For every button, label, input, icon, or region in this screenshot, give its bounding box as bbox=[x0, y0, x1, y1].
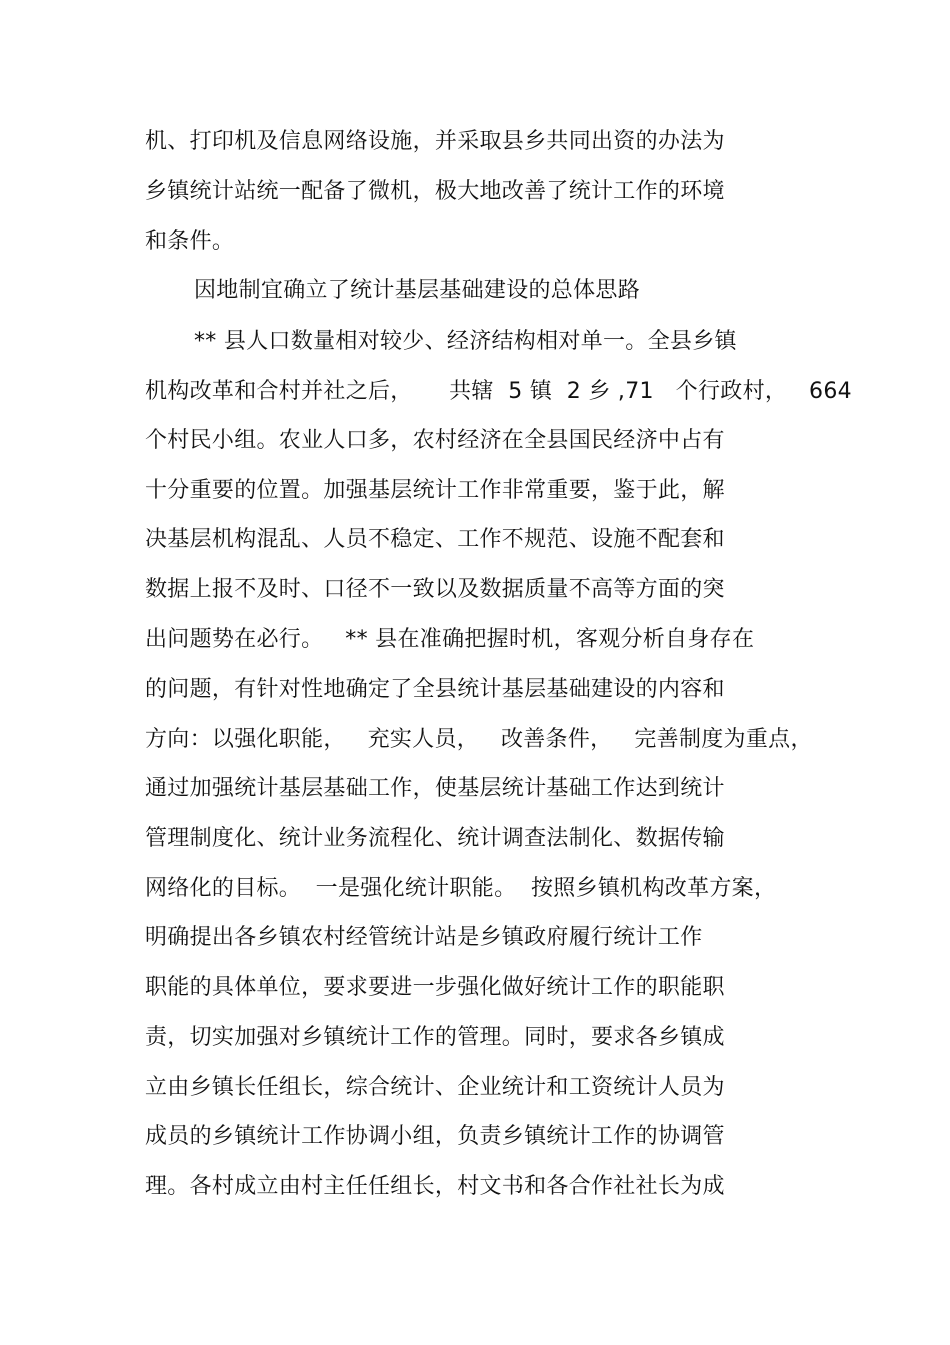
text-line: 十分重要的位置。加强基层统计工作非常重要，鉴于此，解 bbox=[145, 478, 725, 503]
text-line: 管理制度化、统计业务流程化、统计调查法制化、数据传输 bbox=[145, 826, 725, 851]
text-line: 成员的乡镇统计工作协调小组，负责乡镇统计工作的协调管 bbox=[145, 1124, 725, 1149]
text-line: 数据上报不及时、口径不一致以及数据质量不高等方面的突 bbox=[145, 577, 725, 602]
text-line: 和条件。 bbox=[145, 229, 235, 254]
text-line: 个村民小组。农业人口多，农村经济在全县国民经济中占有 bbox=[145, 428, 725, 453]
text-line: 责，切实加强对乡镇统计工作的管理。同时，要求各乡镇成 bbox=[145, 1025, 725, 1050]
text-line: 方向：以强化职能， 充实人员， 改善条件， 完善制度为重点， bbox=[145, 727, 813, 752]
text-line: 理。各村成立由村主任任组长，村文书和各合作社社长为成 bbox=[145, 1174, 725, 1199]
text-line: 立由乡镇长任组长，综合统计、企业统计和工资统计人员为 bbox=[145, 1075, 725, 1100]
text-line: 职能的具体单位，要求要进一步强化做好统计工作的职能职 bbox=[145, 975, 725, 1000]
text-line: 机构改革和合村并社之后， 共辖 5 镇 2 乡 ,71 个行政村， 664 bbox=[145, 379, 852, 404]
text-line: 机、打印机及信息网络设施，并采取县乡共同出资的办法为 bbox=[145, 129, 725, 154]
text-line: 通过加强统计基层基础工作，使基层统计基础工作达到统计 bbox=[145, 776, 725, 801]
section-heading: 因地制宜确立了统计基层基础建设的总体思路 bbox=[194, 278, 641, 303]
text-line: 决基层机构混乱、人员不稳定、工作不规范、设施不配套和 bbox=[145, 527, 725, 552]
text-line: 乡镇统计站统一配备了微机，极大地改善了统计工作的环境 bbox=[145, 179, 725, 204]
text-line: 出问题势在必行。 ** 县在准确把握时机，客观分析自身存在 bbox=[145, 627, 755, 652]
paragraph-first-line: ** 县人口数量相对较少、经济结构相对单一。全县乡镇 bbox=[194, 329, 737, 354]
text-line: 明确提出各乡镇农村经管统计站是乡镇政府履行统计工作 bbox=[145, 925, 703, 950]
text-line: 网络化的目标。 一是强化统计职能。 按照乡镇机构改革方案， bbox=[145, 876, 777, 901]
text-line: 的问题，有针对性地确定了全县统计基层基础建设的内容和 bbox=[145, 677, 725, 702]
